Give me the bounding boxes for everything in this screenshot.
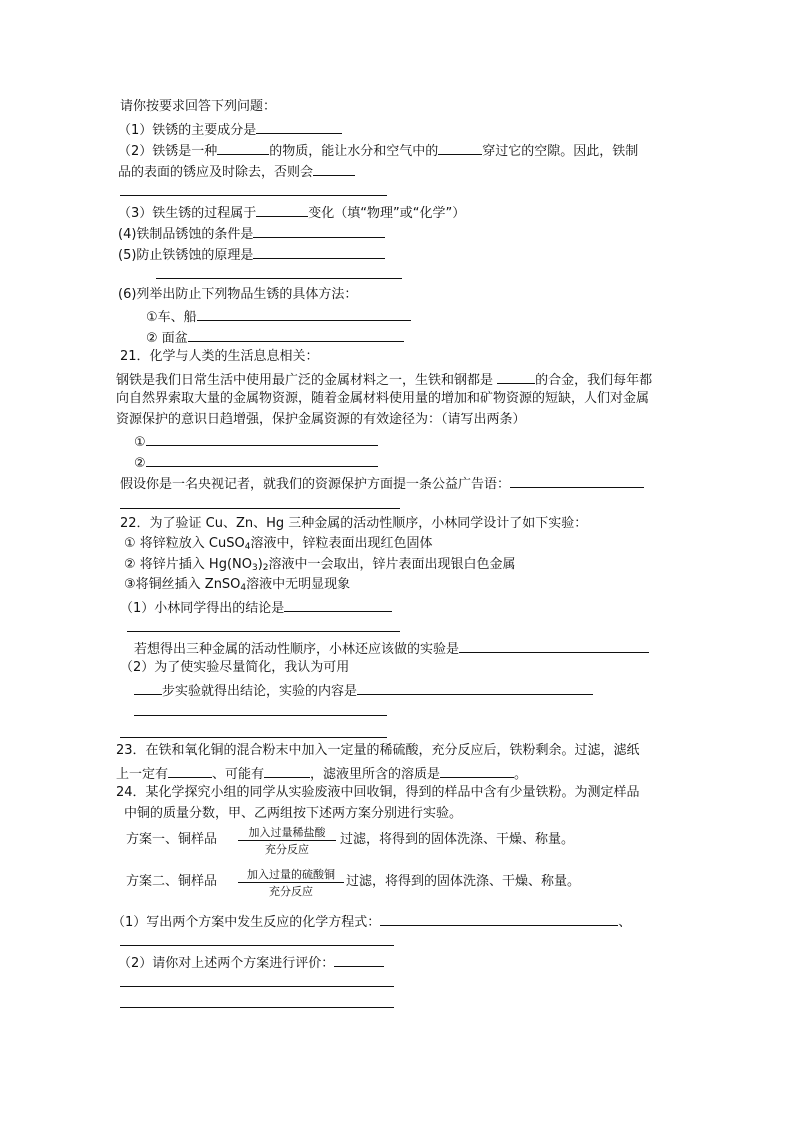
blank-definitely[interactable] <box>168 764 212 778</box>
q20-part1: （1）铁锈的主要成分是 <box>118 120 342 139</box>
answer-line[interactable] <box>120 508 400 509</box>
q22-extra-exp: 若想得出三种金属的活动性顺序，小林还应该做的实验是 <box>134 639 649 658</box>
q24-line1: 24．某化学探究小组的同学从实验废液中回收铜，得到的样品中含有少量铁粉。为测定样品 <box>116 785 640 800</box>
q22-simplify: （2）为了使实验尽量简化，我认为可用 <box>120 660 350 675</box>
answer-line[interactable] <box>134 715 387 716</box>
blank-rust-conditions[interactable] <box>253 224 385 238</box>
q24-plan1: 方案一、铜样品 <box>126 832 218 847</box>
blank-basin-method[interactable] <box>188 328 404 342</box>
q21-method1: ① <box>134 432 378 451</box>
q21-title: 21．化学与人类的生活息息相关： <box>120 349 319 364</box>
blank-possibly[interactable] <box>264 764 310 778</box>
q20-part3: （3）铁生锈的过程属于 变化（填“物理”或“化学”） <box>118 203 465 222</box>
blank-substance-type[interactable] <box>217 141 269 155</box>
q20-part2-cont: 品的表面的锈应及时除去，否则会 <box>118 162 355 181</box>
blank-air-component[interactable] <box>438 141 482 155</box>
blank-method-1[interactable] <box>146 432 378 446</box>
blank-alloy-element[interactable] <box>497 370 535 384</box>
blank-extra-experiment[interactable] <box>459 639 649 653</box>
blank-step-count[interactable] <box>134 681 162 695</box>
blank-equation-1[interactable] <box>380 912 618 926</box>
q22-simplify-cont: 步实验就得出结论，实验的内容是 <box>134 681 593 700</box>
q21-line3: 资源保护的意识日趋增强，保护金属资源的有效途径为：（请写出两条） <box>116 412 526 427</box>
q24-answer2: （2）请你对上述两个方案进行评价： <box>118 953 384 972</box>
blank-slogan[interactable] <box>510 474 644 488</box>
q21-line1: 钢铁是我们日常生活中使用最广泛的金属材料之一，生铁和钢都是 的合金，我们每年都 <box>116 370 652 389</box>
q20-part2: （2）铁锈是一种 的物质，能让水分和空气中的 穿过它的空隙。因此，铁制 <box>118 141 638 160</box>
blank-evaluation[interactable] <box>334 953 384 967</box>
blank-consequence[interactable] <box>313 162 355 176</box>
q20-intro: 请你按要求回答下列问题： <box>120 99 277 114</box>
q20-part6: (6)列举出防止下列物品生锈的具体方法： <box>118 287 358 302</box>
blank-conclusion[interactable] <box>284 598 392 612</box>
q24-plan2: 方案二、铜样品 <box>126 874 218 889</box>
q22-step1: ① 将锌粒放入 CuSO$_4$溶液中，锌粒表面出现红色固体 <box>124 536 433 552</box>
blank-method-2[interactable] <box>146 453 378 467</box>
q20-part6-a: ①车、船 <box>146 307 411 326</box>
answer-line[interactable] <box>127 631 400 632</box>
q21-line2: 向自然界索取大量的金属物资源，随着金属材料使用量的增加和矿物资源的短缺，人们对金属 <box>116 391 650 406</box>
q22-conclusion: （1）小林同学得出的结论是 <box>120 598 392 617</box>
plan2-reaction-arrow: 加入过量的硫酸铜 充分反应 <box>238 868 344 898</box>
blank-solute[interactable] <box>440 764 514 778</box>
answer-line[interactable] <box>156 278 402 279</box>
q21-ad: 假设你是一名央视记者，就我们的资源保护方面提一条公益广告语： <box>120 474 644 493</box>
q24-plan2-end: 过滤，将得到的固体洗涤、干燥、称量。 <box>346 874 581 889</box>
q22-step3: ③将铜丝插入 ZnSO$_4$溶液中无明显现象 <box>124 577 351 593</box>
q24-line2: 中铜的质量分数，甲、乙两组按下述两方案分别进行实验。 <box>124 806 463 821</box>
answer-line[interactable] <box>120 986 394 987</box>
answer-line[interactable] <box>120 195 387 196</box>
blank-experiment-content[interactable] <box>357 681 593 695</box>
answer-line[interactable] <box>120 737 387 738</box>
q20-part4: (4)铁制品锈蚀的条件是 <box>118 224 385 243</box>
q20-part6-b: ② 面盆 <box>146 328 404 347</box>
blank-vehicle-method[interactable] <box>197 307 411 321</box>
q21-method2: ② <box>134 453 378 472</box>
answer-line[interactable] <box>120 1007 394 1008</box>
blank-change-type[interactable] <box>256 203 308 217</box>
q23-line2: 上一定有 、可能有 ，滤液里所含的溶质是 。 <box>116 764 527 783</box>
plan1-reaction-arrow: 加入过量稀盐酸 充分反应 <box>238 826 336 856</box>
q22-step2: ② 将锌片插入 $Hg(NO_3)_2$溶液中一会取出，锌片表面出现银白色金属 <box>124 557 516 573</box>
answer-line[interactable] <box>120 945 394 946</box>
q20-part5: (5)防止铁锈蚀的原理是 <box>118 245 385 264</box>
q24-plan1-end: 过滤，将得到的固体洗涤、干燥、称量。 <box>340 832 575 847</box>
blank-prevention-principle[interactable] <box>253 245 385 259</box>
blank-rust-component[interactable] <box>256 120 342 134</box>
q22-title: 22．为了验证 Cu、Zn、Hg 三种金属的活动性顺序，小林同学设计了如下实验： <box>120 516 588 531</box>
q24-answer1: （1）写出两个方案中发生反应的化学方程式： 、 <box>112 912 631 931</box>
q23-line1: 23．在铁和氧化铜的混合粉末中加入一定量的稀硫酸，充分反应后，铁粉剩余。过滤，滤纸 <box>116 743 640 758</box>
